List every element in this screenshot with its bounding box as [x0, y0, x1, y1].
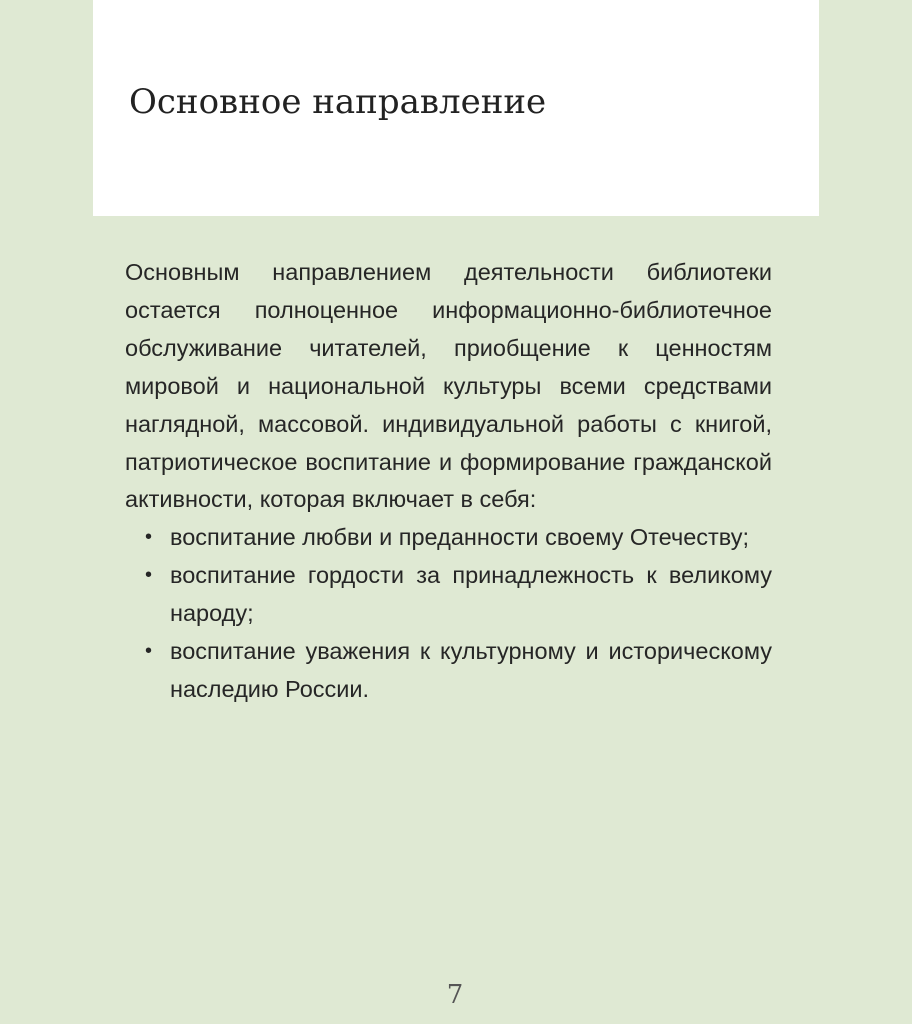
bullet-text: воспитание любви и преданности своему Отечеству;: [170, 524, 750, 551]
page-number: 7: [446, 980, 464, 1010]
bullet-text: воспитание гордости за принадлежность к великому народу;: [170, 562, 772, 627]
list-item: [125, 633, 772, 709]
slide-title: Основное направление: [129, 82, 547, 122]
list-item: [125, 557, 772, 633]
bullet-list: [125, 519, 772, 709]
title-box: [93, 0, 819, 216]
bullet-icon: •: [145, 564, 153, 587]
bullet-icon: •: [145, 640, 153, 663]
bullet-text: воспитание уважения к культурному и историческому наследию России.: [170, 638, 772, 702]
list-item: [125, 519, 772, 557]
body-text: [125, 254, 772, 709]
main-paragraph: Основным направлением деятельности библиотеки остается полноценное информационно-библиотечное обслуживание читателей, приобщение к ценностям мировой и национальной культуры всеми средствами наглядной, массовой. индивидуальной работы с книгой, патриотическое воспитание и формирование гражданской активности, которая включает в себя:: [125, 259, 772, 513]
bullet-icon: •: [145, 526, 153, 549]
